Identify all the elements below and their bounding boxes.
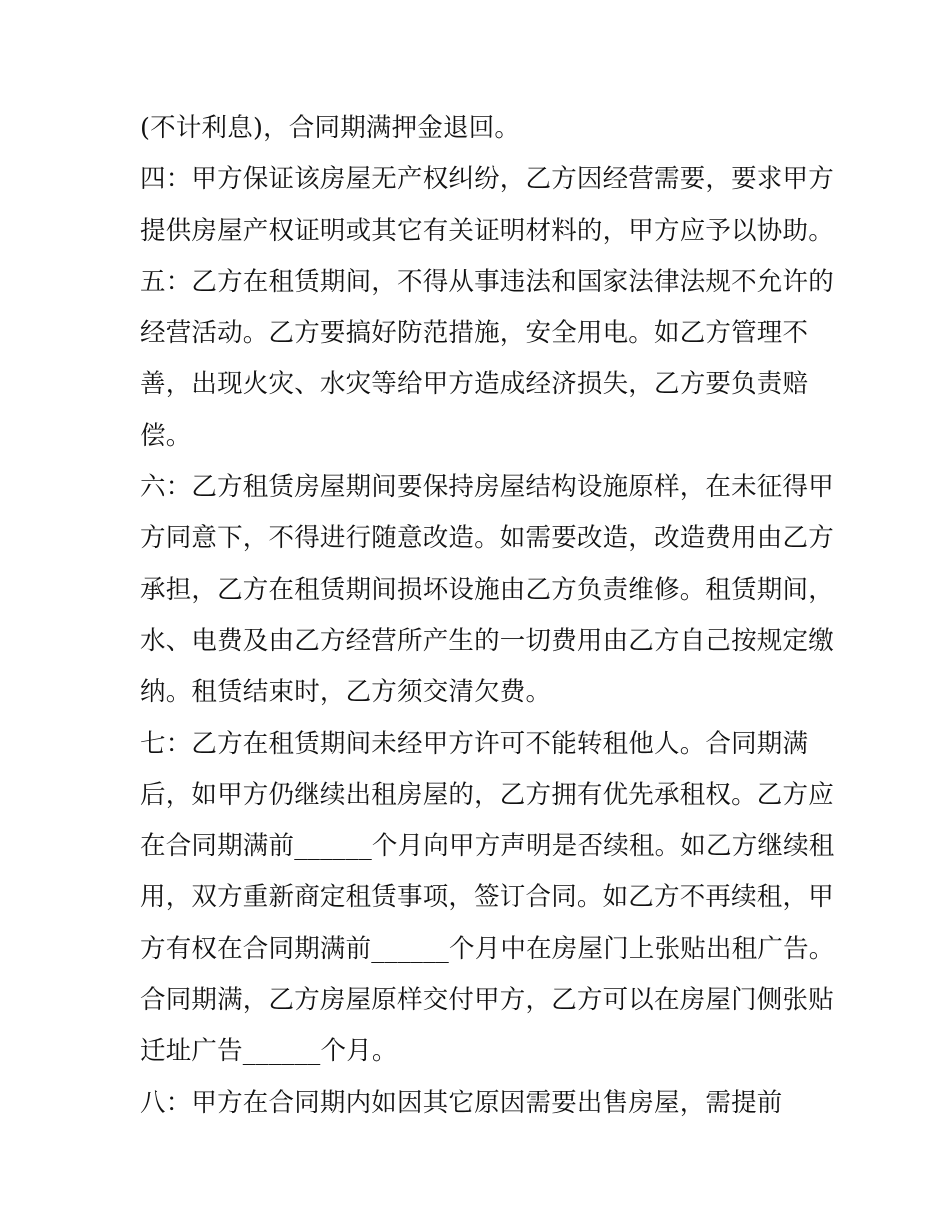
text-line: 八：甲方在合同期内如因其它原因需要出售房屋，需提前 — [140, 1087, 783, 1118]
text-line: 迁址广告______个月。 — [140, 1036, 398, 1067]
text-line: 善，出现火灾、水灾等给甲方造成经济损失，乙方要负责赔 — [140, 369, 809, 400]
text-line: 六：乙方租赁房屋期间要保持房屋结构设施原样，在未征得甲 — [140, 472, 834, 503]
text-line: 用，双方重新商定租赁事项，签订合同。如乙方不再续租，甲 — [140, 882, 834, 913]
text-line: 提供房屋产权证明或其它有关证明材料的，甲方应予以协助。 — [140, 215, 834, 246]
text-line: 水、电费及由乙方经营所产生的一切费用由乙方自己按规定缴 — [140, 625, 834, 656]
text-line: 方有权在合同期满前______个月中在房屋门上张贴出租广告。 — [140, 933, 835, 964]
text-line: 纳。租赁结束时，乙方须交清欠费。 — [140, 677, 552, 708]
text-line: 承担，乙方在租赁期间损坏设施由乙方负责维修。租赁期间， — [140, 574, 834, 605]
text-line: 七：乙方在租赁期间未经甲方许可不能转租他人。合同期满 — [140, 728, 809, 759]
text-line: 后，如甲方仍继续出租房屋的，乙方拥有优先承租权。乙方应 — [140, 779, 834, 810]
text-line: 合同期满，乙方房屋原样交付甲方，乙方可以在房屋门侧张贴 — [140, 985, 834, 1016]
text-line: 偿。 — [140, 420, 192, 451]
text-line: 在合同期满前______个月向甲方声明是否续租。如乙方继续租 — [140, 831, 835, 862]
text-line: 四：甲方保证该房屋无产权纠纷，乙方因经营需要，要求甲方 — [140, 164, 834, 195]
text-line: 五：乙方在租赁期间，不得从事违法和国家法律法规不允许的 — [140, 266, 834, 297]
contract-text — [140, 103, 835, 1129]
text-line: 方同意下，不得进行随意改造。如需要改造，改造费用由乙方 — [140, 523, 834, 554]
text-line: (不计利息)，合同期满押金退回。 — [140, 113, 521, 143]
text-line: 经营活动。乙方要搞好防范措施，安全用电。如乙方管理不 — [140, 318, 809, 349]
